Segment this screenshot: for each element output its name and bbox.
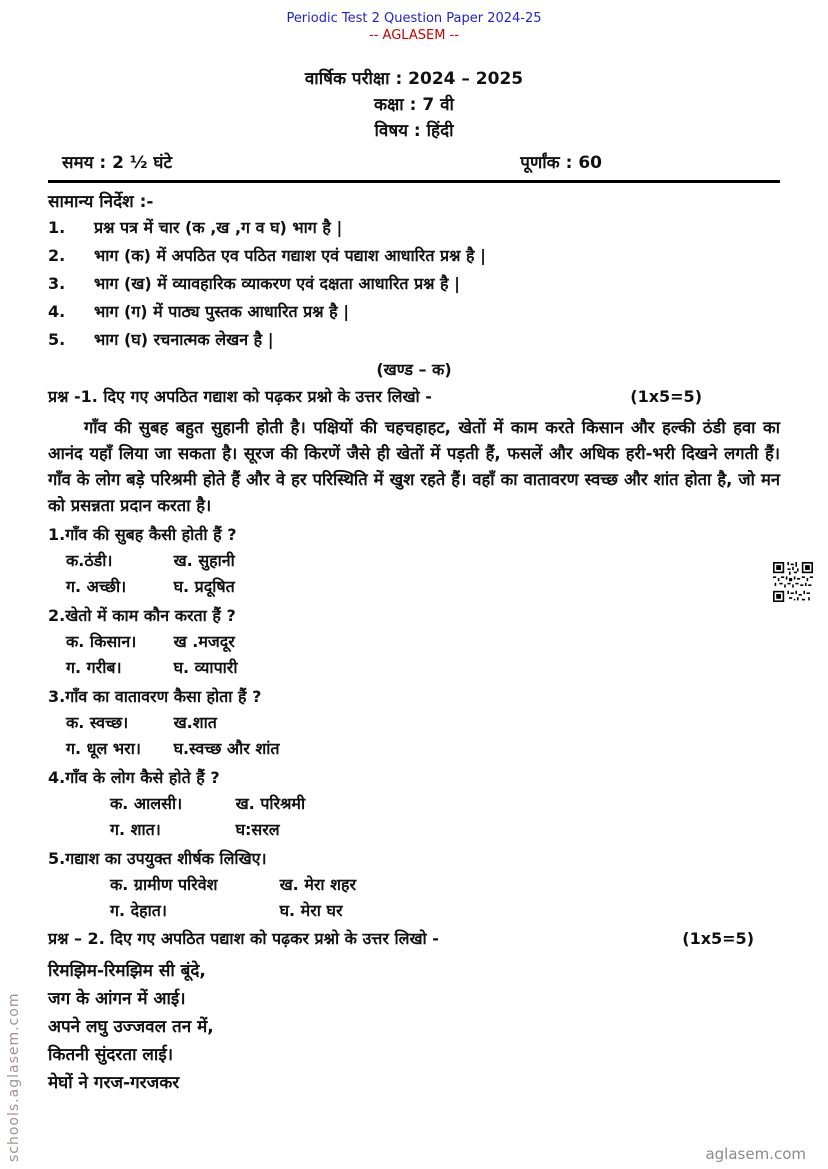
option-gha: घ. मेरा घर [279,901,343,920]
sub-question-2 [48,603,780,681]
sub-question-3 [48,684,780,762]
poem-line: रिमझिम-रिमझिम सी बूंदे, [48,961,206,981]
exam-meta-row [48,150,780,173]
sub-question-1 [48,522,780,600]
option-kha: ख .मजदूर [173,632,235,651]
instruction-item [48,326,780,354]
unseen-passage: गाँव की सुबह बहुत सुहानी होती है। पक्षियों की चहचहाहट, खेतों में काम करते किसान और हल्की ठंडी हवा का आनंद यहाँ लिया जा सकता है। सूरज की किरणें जैसे ही खेतों में पड़ती हैं, फसलें और अधिक हरी-भरी दिखने लगती हैं। गाँव के लोग बड़े परिश्रमी होते हैं और वे हर परिस्थिति में खुश रहते हैं। वहाँ का वातावरण स्वच्छ और शांत होता है, जो मन को प्रसन्नता प्रदान करता है। [48,418,780,515]
instructions-heading: सामान्य निर्देश :- [48,192,154,212]
sub-question-text: 2.खेतो में काम कौन करता हैं ? [48,606,236,625]
option-gha: घ. व्यापारी [173,658,238,677]
option-kha: ख. सुहानी [173,551,235,570]
question-2-marks: (1x5=5) [682,929,754,948]
instruction-text: भाग (ग) में पाठ्य पुस्तक आधारित प्रश्न है | [94,302,350,321]
option-ka: क.ठंडी। [66,551,113,570]
document-title: Periodic Test 2 Question Paper 2024-25 [286,11,542,26]
question-1-heading [48,384,780,410]
instruction-number: 1. [48,218,66,237]
option-ka: क. स्वच्छ। [66,713,129,732]
option-ga: ग. शात। [110,820,161,839]
question-1-marks: (1x5=5) [630,387,702,406]
section-label: (खण्ड – क) [376,360,452,379]
document-header [48,10,780,44]
poem-line: मेघों ने गरज-गरजकर [48,1073,180,1093]
instruction-text: भाग (घ) रचनात्मक लेखन है | [94,330,274,349]
instruction-number: 3. [48,274,66,293]
option-gha: घ.स्वच्छ और शांत [173,739,280,758]
sub-question-text: 4.गाँव के लोग कैसे होते हैं ? [48,768,220,787]
option-kha: ख. मेरा शहर [279,875,357,894]
option-ga: ग. देहात। [110,901,167,920]
instruction-item [48,270,780,298]
options-row [48,898,780,924]
unseen-poem [48,957,780,1097]
sub-question-5 [48,846,780,924]
option-ga: ग. धूल भरा। [66,739,141,758]
sub-question-text: 3.गाँव का वातावरण कैसा होता हैं ? [48,687,262,706]
option-gha: घ. प्रदूषित [173,577,235,596]
exam-time: समय : 2 ½ घंटे [62,153,173,173]
exam-header [48,66,780,144]
left-watermark: schools.aglasem.com [6,992,22,1162]
sub-question-text: 5.गद्याश का उपयुक्त शीर्षक लिखिए। [48,849,267,868]
options-row [48,548,780,574]
qr-code-icon [773,562,813,602]
question-2-heading [48,926,780,952]
options-row [48,736,780,762]
instruction-item [48,298,780,326]
exam-subject-line: विषय : हिंदी [374,121,454,141]
option-ka: क. ग्रामीण परिवेश [110,875,218,894]
option-ka: क. आलसी। [110,794,183,813]
options-row [48,629,780,655]
exam-max-marks: पूर्णांक : 60 [520,153,602,173]
option-ka: क. किसान। [66,632,137,651]
exam-name-line: वार्षिक परीक्षा : 2024 – 2025 [304,69,524,89]
sub-question-text: 1.गाँव की सुबह कैसी होती हैं ? [48,525,237,544]
instruction-item [48,242,780,270]
brand-label: -- AGLASEM -- [369,28,459,43]
instruction-number: 4. [48,302,66,321]
header-divider [48,180,780,183]
poem-line: कितनी सुंदरता लाई। [48,1045,174,1065]
options-row [48,655,780,681]
options-row [48,817,780,843]
poem-line: जग के आंगन में आई। [48,989,186,1009]
question-1-heading-text: प्रश्न -1. दिए गए अपठित गद्याश को पढ़कर प्रश्नो के उत्तर लिखो - [48,387,432,406]
instruction-number: 5. [48,330,66,349]
options-row [48,872,780,898]
exam-class-line: कक्षा : 7 वी [374,95,454,115]
instruction-text: प्रश्न पत्र में चार (क ,ख ,ग व घ) भाग है | [94,218,343,237]
option-ga: ग. अच्छी। [66,577,127,596]
instruction-text: भाग (क) में अपठित एव पठित गद्याश एवं पद्याश आधारित प्रश्न है | [94,246,486,265]
instruction-number: 2. [48,246,66,265]
footer-watermark: aglasem.com [705,1145,806,1163]
option-kha: ख.शात [173,713,217,732]
question-2-heading-text: प्रश्न – 2. दिए गए अपठित पद्याश को पढ़कर प्रश्नो के उत्तर लिखो - [48,929,439,948]
options-row [48,791,780,817]
instruction-text: भाग (ख) में व्यावहारिक व्याकरण एवं दक्षता आधारित प्रश्न है | [94,274,460,293]
options-row [48,710,780,736]
poem-line: अपने लघु उज्जवल तन में, [48,1017,214,1037]
instruction-item [48,214,780,242]
sub-question-4 [48,765,780,843]
option-ga: ग. गरीब। [66,658,122,677]
option-gha: घ:सरल [235,820,280,839]
options-row [48,574,780,600]
option-kha: ख. परिश्रमी [235,794,306,813]
